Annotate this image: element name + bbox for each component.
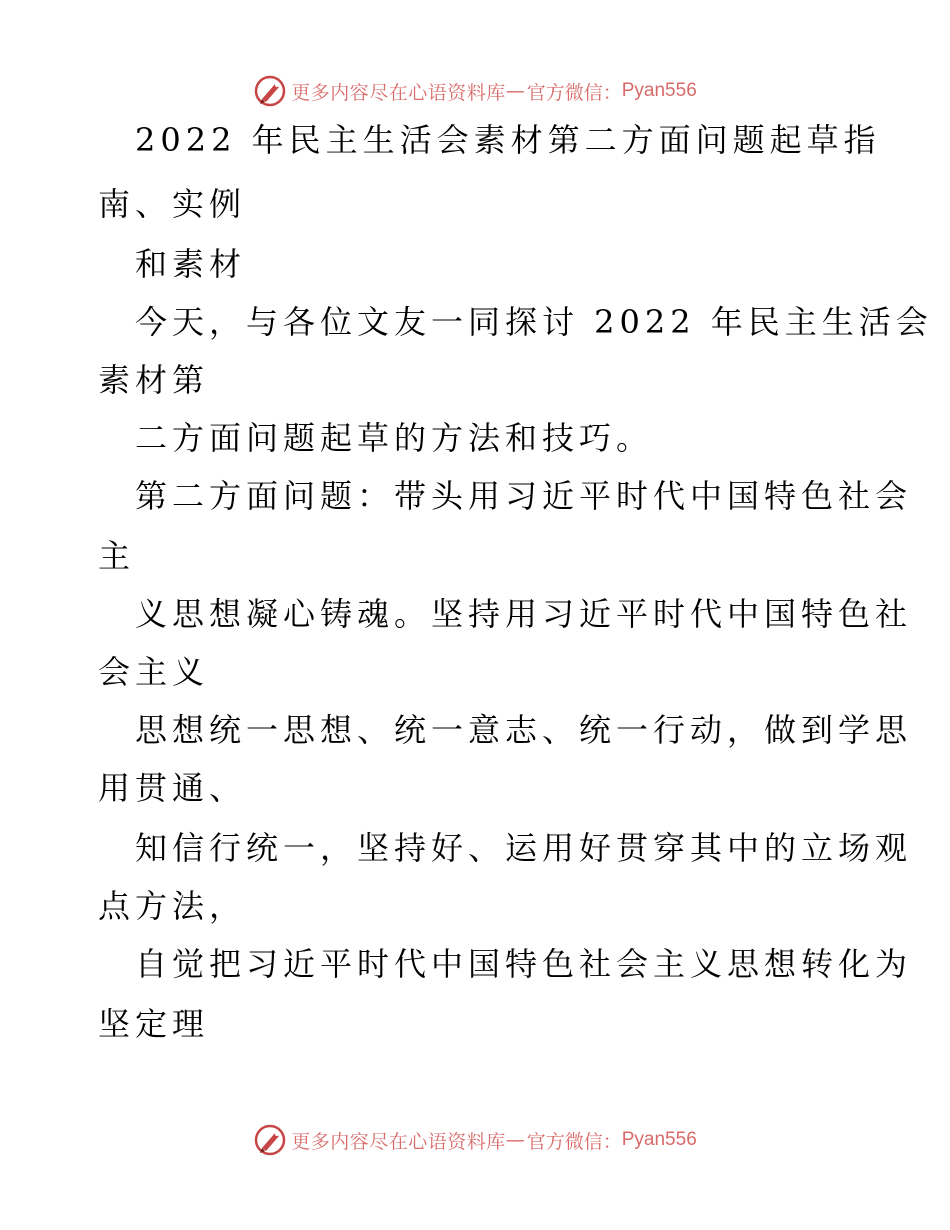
header-banner [0, 71, 950, 111]
body-line: 南、实例 [98, 185, 247, 223]
footer-wechat-id: Pyan556 [621, 1129, 697, 1150]
body-line: 自觉把习近平时代中国特色社会主义思想转化为 [135, 945, 913, 983]
pen-logo-icon [253, 74, 287, 108]
header-wechat-id: Pyan556 [621, 80, 697, 101]
body-line: 会主义 [98, 653, 210, 691]
footer-banner [0, 1120, 950, 1160]
body-line: 义思想凝心铸魂。坚持用习近平时代中国特色社 [135, 595, 913, 633]
footer-main-text: 更多内容尽在心语资料库 [291, 1130, 506, 1153]
body-line: 用贯通、 [98, 769, 247, 807]
body-line: 点方法， [98, 887, 247, 925]
header-label: 官方微信： [526, 81, 622, 104]
body-line: 二方面问题起草的方法和技巧。 [135, 419, 654, 457]
body-line: 今天，与各位文友一同探讨 2022 年民主生活会 [135, 303, 933, 341]
footer-separator: — [505, 1129, 525, 1151]
body-line: 2022 年民主生活会素材第二方面问题起草指 [135, 121, 881, 159]
body-line: 主 [98, 537, 136, 575]
body-line: 和素材 [135, 245, 247, 283]
body-line: 坚定理 [98, 1005, 210, 1043]
body-line: 第二方面问题：带头用习近平时代中国特色社会 [135, 477, 913, 515]
pen-logo-icon [253, 1123, 287, 1157]
body-line: 素材第 [98, 361, 210, 399]
header-main-text: 更多内容尽在心语资料库 [291, 81, 506, 104]
header-separator: — [505, 80, 525, 102]
body-line: 思想统一思想、统一意志、统一行动，做到学思 [135, 711, 913, 749]
body-line: 知信行统一，坚持好、运用好贯穿其中的立场观 [135, 829, 913, 867]
footer-label: 官方微信： [526, 1130, 622, 1153]
